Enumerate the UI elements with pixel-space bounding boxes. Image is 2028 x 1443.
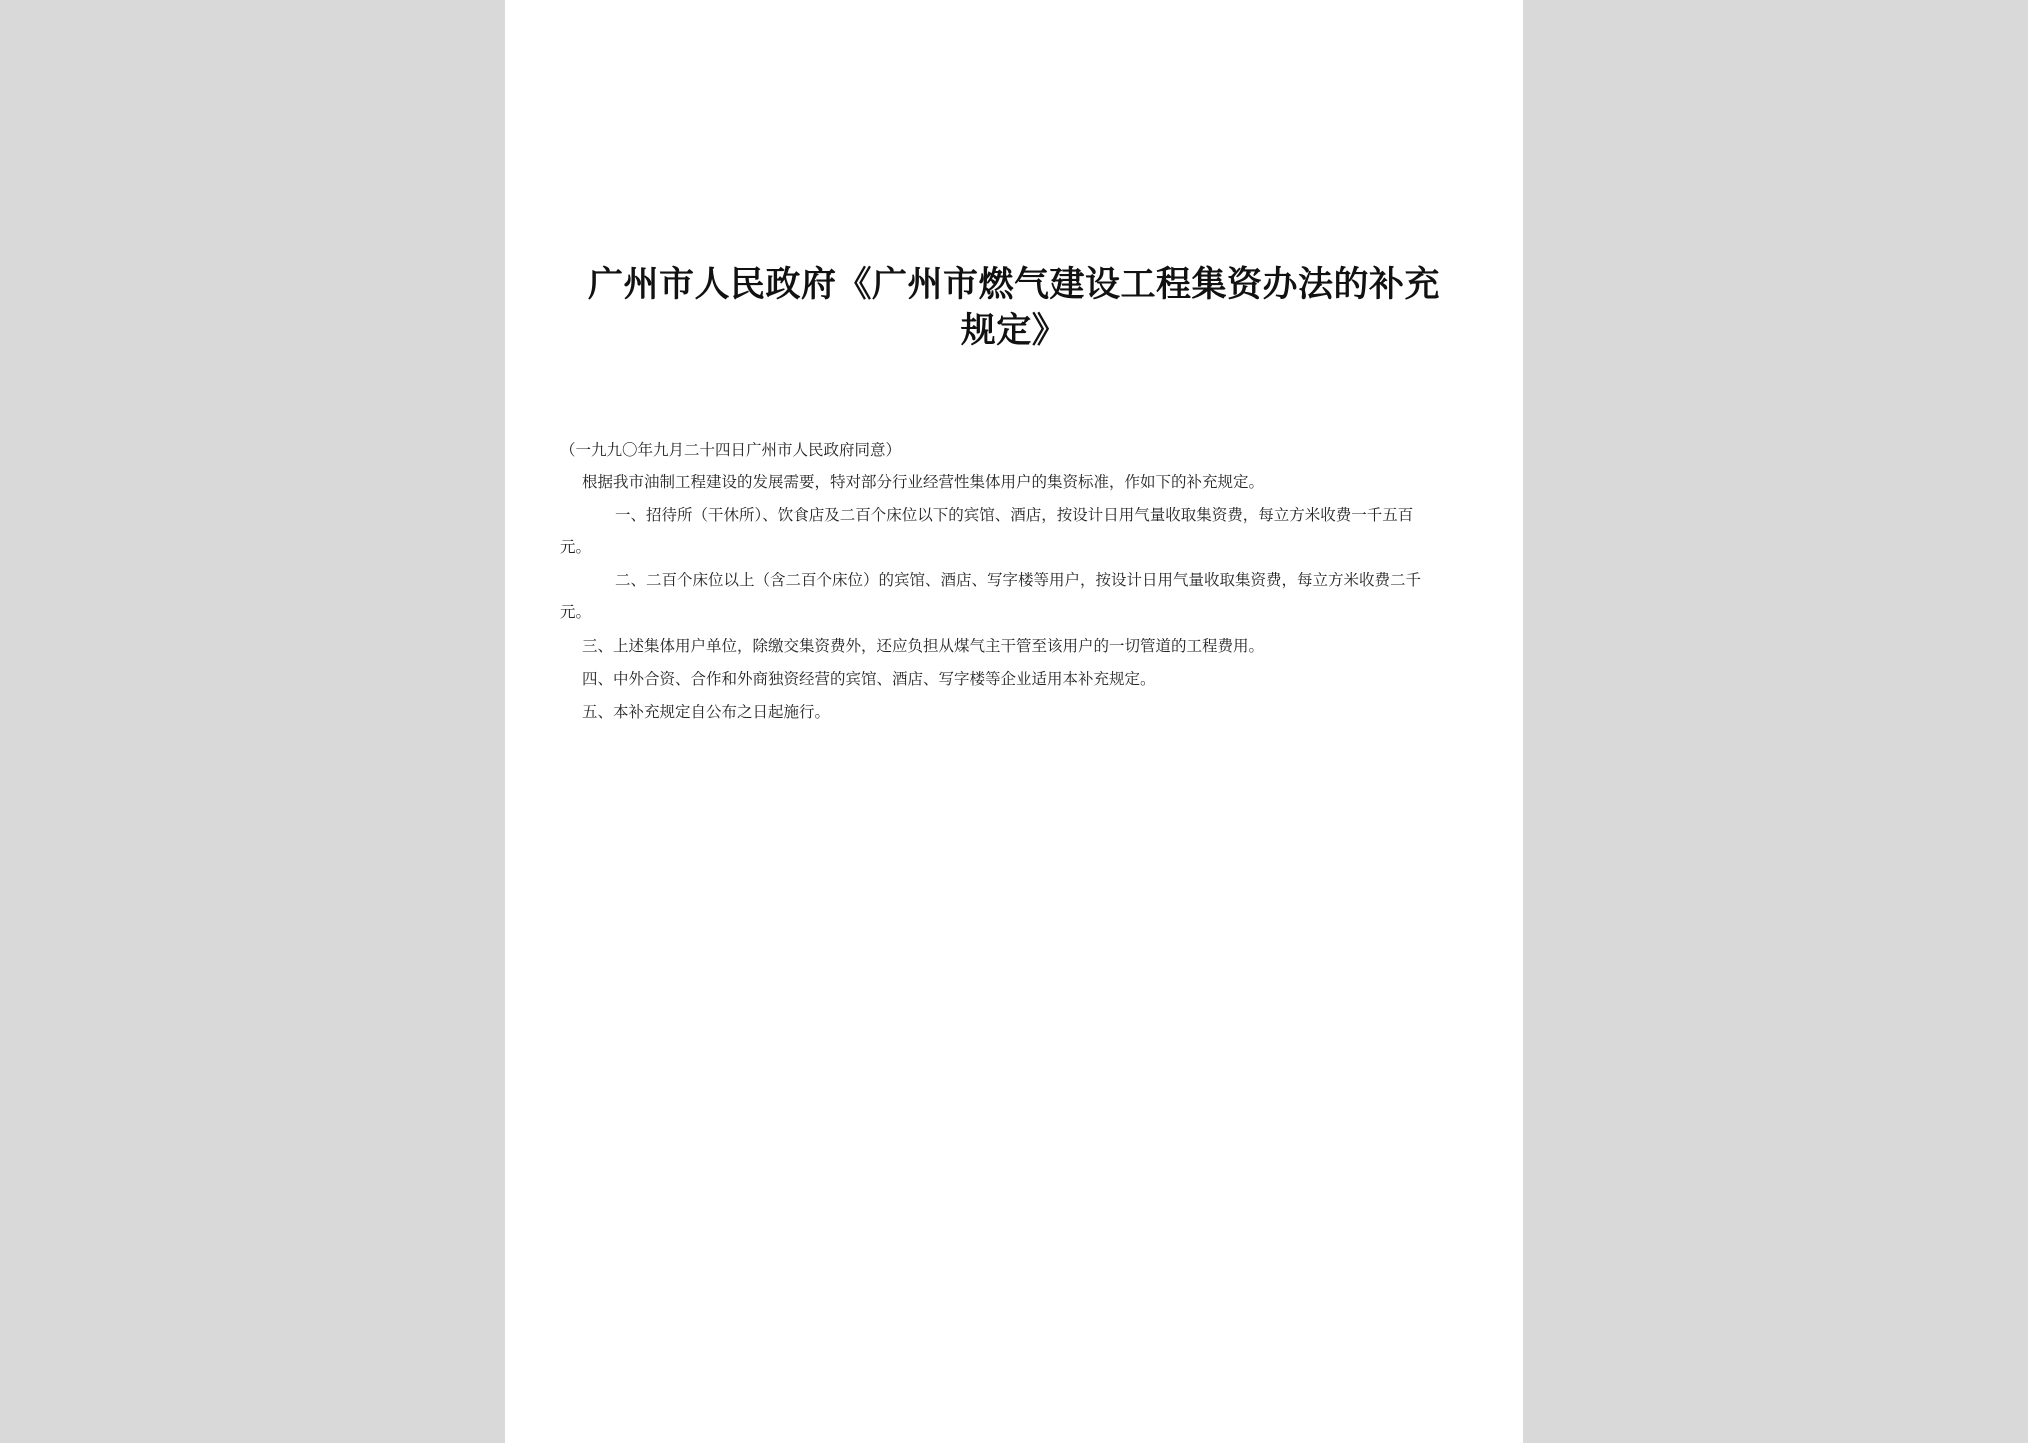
item-1-line-1: 一、招待所（干休所）、饮食店及二百个床位以下的宾馆、酒店，按设计日用气量收取集资费，每立方米收费一千五百 xyxy=(615,506,1414,524)
item-5: 五、本补充规定自公布之日起施行。 xyxy=(582,703,831,721)
item-4: 四、中外合资、合作和外商独资经营的宾馆、酒店、写字楼等企业适用本补充规定。 xyxy=(582,670,1156,688)
document-page xyxy=(505,0,1523,1443)
approval-note: （一九九〇年九月二十四日广州市人民政府同意） xyxy=(560,441,902,459)
item-2-line-1: 二、二百个床位以上（含二百个床位）的宾馆、酒店、写字楼等用户，按设计日用气量收取集资费，每立方米收费二千 xyxy=(615,571,1422,589)
title-line-1: 广州市人民政府《广州市燃气建设工程集资办法的补充 xyxy=(587,264,1440,305)
item-3: 三、上述集体用户单位，除缴交集资费外，还应负担从煤气主干管至该用户的一切管道的工程费用。 xyxy=(582,637,1265,655)
title-line-2: 规定》 xyxy=(960,310,1068,351)
document-title xyxy=(555,262,1473,354)
intro-paragraph: 根据我市油制工程建设的发展需要，特对部分行业经营性集体用户的集资标准，作如下的补充规定。 xyxy=(582,473,1265,491)
item-1-line-2: 元。 xyxy=(560,538,592,556)
item-2-line-2: 元。 xyxy=(560,603,592,621)
